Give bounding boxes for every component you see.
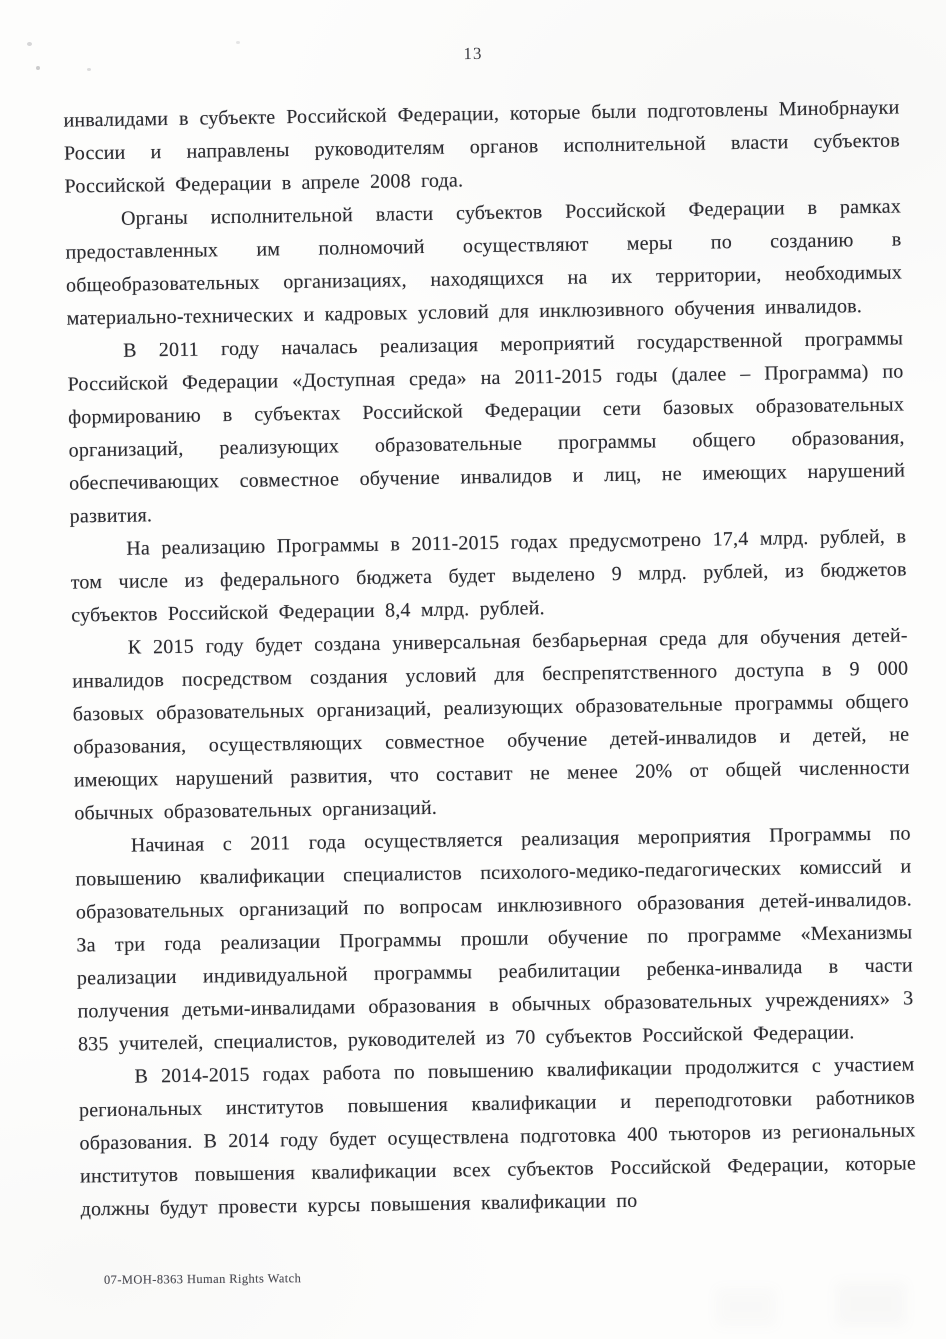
document-body: [63, 92, 917, 1227]
scan-smudge: [836, 1282, 906, 1326]
paragraph: В 2014-2015 годах работа по повышению квалификации продолжится с участием региональных институтов повышения квалификации и переподготовки работников образования. В 2014 году будет осуществлена подготовка 400 тьюторов из региональных институтов повышения квалификации всех субъектов Российской Федерации, которые должны будут провести курсы повышения квалификации по: [78, 1053, 917, 1221]
paragraph: В 2011 году началась реализация мероприятий государственной программы Российской Федерации «Доступная среда» на 2011-2015 годы (далее – Программа) по формированию в субъектах Российской Федерации сети базовых образовательных организаций, реализующих образовательные программы общего образования, обеспечивающих совместное обучение инвалидов и лиц, не имеющих нарушений развития.: [67, 327, 906, 528]
scan-smudge: [716, 1288, 776, 1326]
scan-speck: [87, 68, 91, 71]
footer-stamp: 07-MOH-8363 Human Rights Watch: [103, 1271, 302, 1287]
page-number: 13: [463, 43, 483, 64]
paragraph: Органы исполнительной власти субъектов Российской Федерации в рамках предоставленных им полномочий осуществляют меры по созданию в общеобразовательных организациях, находящихся на их территории, необходимых материально-технических и кадровых условий для инклюзивного обучения инвалидов.: [65, 195, 903, 330]
paragraph: инвалидами в субъекте Российской Федерации, которые были подготовлены Минобрнауки России и направлены руководителям органов исполнительной власти субъектов Российской Федерации в апреле 2008 года.: [63, 96, 901, 198]
paragraph: На реализацию Программы в 2011-2015 годах предусмотрено 17,4 млрд. рублей, в том числе из федерального бюджета будет выделено 9 млрд. рублей, из бюджетов субъектов Российской Федерации 8,4 млрд. рублей.: [70, 525, 907, 627]
scan-speck: [236, 41, 240, 44]
paragraph: К 2015 году будет создана универсальная безбарьерная среда для обучения детей-инвалидов посредством создания условий для беспрепятственного доступа в 9 000 базовых образовательных организаций, реализующих образовательные программы общего образования, осуществляющих совместное обучение детей-инвалидов и детей, не имеющих нарушений развития, что составит не менее 20% от общей численности обычных образовательных организаций.: [72, 624, 910, 825]
scan-speck: [27, 42, 32, 46]
paragraph: Начиная с 2011 года осуществляется реализация мероприятия Программы по повышению квалификации специалистов психолого-медико-педагогических комиссий и образовательных организаций по вопросам инклюзивного образования детей-инвалидов. За три года реализации Программы прошли обучение по программе «Механизмы реализации индивидуальной программы реабилитации ребенка-инвалида в части получения детьми-инвалидами образования в обычных образовательных учреждениях» 3 835 учителей, специалистов, руководителей из 70 субъектов Российской Федерации.: [75, 822, 914, 1056]
